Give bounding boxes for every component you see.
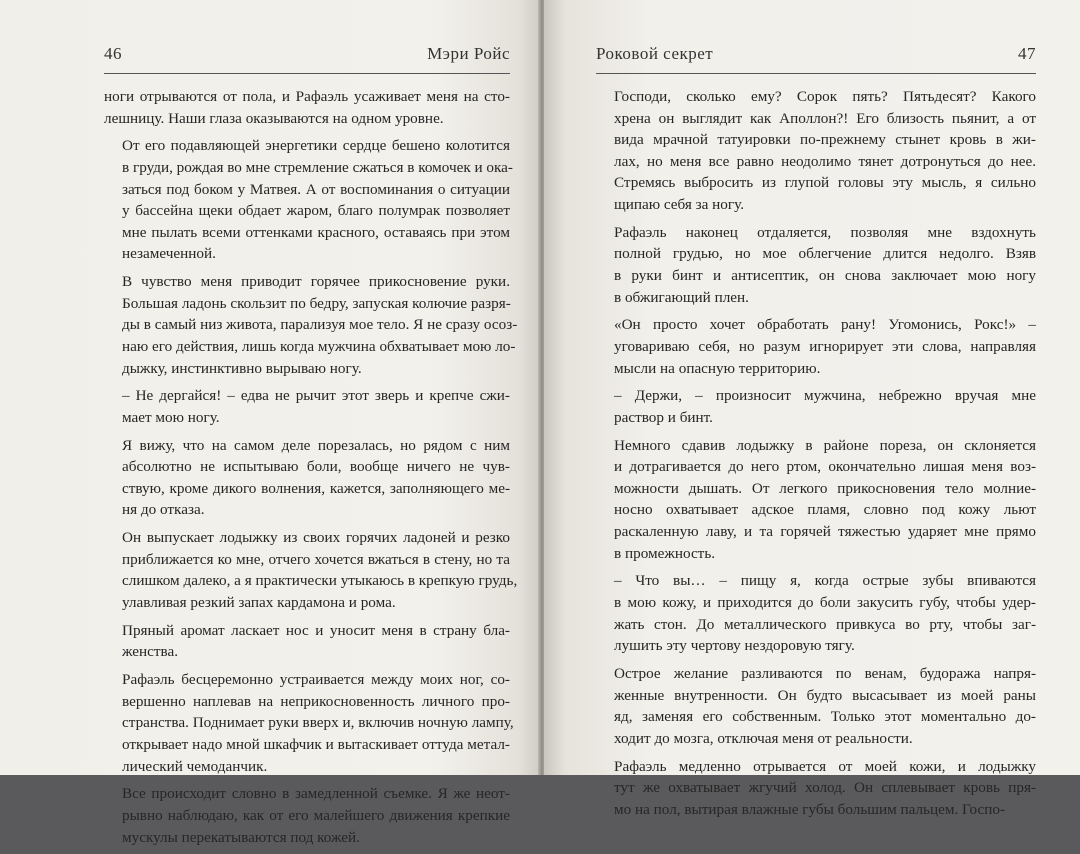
text-line: ствую, кроме дикого волнения, кажется, заполняющего ме- — [122, 479, 510, 497]
text-line: – Что вы… – пищу я, когда острые зубы впиваются — [614, 572, 1036, 590]
text-line: Немного сдавив лодыжку в районе пореза, он склоняется — [614, 436, 1036, 454]
paragraph — [596, 570, 1036, 656]
text-line: полной грудью, но мое облегчение длится недолго. Взяв — [614, 245, 1036, 263]
text-line: у бассейна щеки обдает жаром, благо полумрак позволяет — [122, 202, 510, 220]
text-line: слишком далеко, а я практически утыкаюсь в крепкую грудь, — [122, 572, 518, 590]
paragraph — [104, 669, 514, 777]
text-line: – Держи, – произносит мужчина, небрежно вручая мне — [614, 387, 1036, 405]
text-line: лушить эту чертову нездоровую тягу. — [614, 637, 855, 655]
left-page — [0, 0, 540, 846]
text-line: Рафаэль бесцеремонно устраивается между моих ног, со- — [122, 671, 510, 689]
text-line: дыжку, инстинктивно вырываю ногу. — [122, 359, 362, 377]
paragraph — [104, 435, 510, 521]
running-header-author: Мэри Ройс — [427, 44, 510, 63]
text-line: раствор и бинт. — [614, 408, 713, 426]
running-header-title: Роковой секрет — [596, 44, 714, 63]
left-page-text — [104, 86, 518, 854]
text-line: вершенно наплевав на неприкосновенность личного про- — [122, 692, 510, 710]
text-line: в обжигающий плен. — [614, 288, 749, 306]
text-line: Острое желание разливаются по венам, будоража напря- — [614, 664, 1036, 682]
text-line: мне пылать всеми оттенками красного, оставаясь при этом — [122, 223, 510, 241]
text-line: странства. Поднимает руки вверх и, включив ночную лампу, — [122, 714, 514, 732]
text-line: Я вижу, что на самом деле порезалась, но рядом с ним — [122, 436, 510, 454]
text-line: лешницу. Наши глаза оказываются на одном уровне. — [104, 109, 444, 127]
text-line: женные внутренности. Он будто высасывает из моей раны — [614, 686, 1036, 704]
text-line: От его подавляющей энергетики сердце бешено колотится — [122, 137, 510, 155]
text-line: Пряный аромат ласкает нос и уносит меня в страну бла- — [122, 621, 510, 639]
paragraph — [104, 86, 510, 129]
text-line: Стремясь выбросить из глупой головы эту мысль, я сильно — [614, 174, 1036, 192]
text-line: открывает надо мной шкафчик и вытаскивает оттуда метал- — [122, 735, 510, 753]
page-number-left: 46 — [104, 44, 122, 63]
text-line: щипаю себя за ногу. — [614, 195, 744, 213]
text-line: абсолютно не испытываю боли, вообще ничего не чув- — [122, 458, 510, 476]
paragraph — [104, 620, 510, 663]
text-line: ды в самый низ живота, парализуя мое тело. Я не сразу осоз- — [122, 316, 518, 334]
text-line: в руки бинт и антисептик, он снова заключает мою ногу — [614, 266, 1036, 284]
paragraph — [104, 135, 513, 265]
text-line: мысли на опасную территорию. — [614, 359, 821, 377]
text-line: и дотрагивается до него ртом, окончательно лишая меня воз- — [614, 458, 1036, 476]
paragraph — [596, 435, 1036, 565]
text-line: мо на пол, вытирая влажные губы большим пальцем. Госпо- — [614, 800, 1005, 818]
text-line: носно охватывает адское пламя, словно под кожу льют — [614, 501, 1036, 519]
paragraph — [104, 783, 510, 848]
text-line: Господи, сколько ему? Сорок пять? Пятьдесят? Какого — [614, 88, 1036, 105]
text-line: улавливая резкий запах кардамона и рома. — [122, 594, 396, 611]
paragraph — [104, 271, 518, 379]
paragraph — [596, 86, 1036, 216]
paragraph — [104, 385, 510, 428]
text-line: ноги отрываются от пола, и Рафаэль усаживает меня на сто- — [104, 88, 510, 105]
right-page-text — [596, 86, 1036, 827]
text-line: женства. — [122, 643, 179, 661]
text-line: Рафаэль медленно отрывается от моей кожи, и лодыжку — [614, 757, 1036, 775]
header-rule-left — [104, 73, 510, 74]
text-line: лический чемоданчик. — [122, 757, 268, 775]
text-line: «Он просто хочет обработать рану! Угомонись, Рокс!» – — [614, 316, 1036, 334]
text-line: мускулы перекатываются под кожей. — [122, 828, 360, 846]
text-line: мает мою ногу. — [122, 408, 220, 426]
paragraph — [596, 385, 1036, 428]
paragraph — [104, 527, 518, 613]
text-line: незамеченной. — [122, 245, 216, 263]
paragraph — [596, 756, 1036, 821]
text-line: раскаленную лаву, и та горячей тяжестью ударяет мне прямо — [614, 523, 1036, 541]
text-line: Все происходит словно в замедленной съемке. Я же неот- — [122, 785, 510, 803]
text-line: лах, но меня все равно неодолимо тянет дотронуться до нее. — [614, 152, 1036, 170]
paragraph — [596, 663, 1036, 749]
text-line: можности дышать. От легкого прикосновения тело молние- — [614, 479, 1036, 497]
text-line: Большая ладонь скользит по бедру, запуская колючие разря- — [122, 294, 511, 312]
text-line: ня до отказа. — [122, 501, 205, 519]
text-line: в мою кожу, и приходится до боли закусить губу, чтобы удер- — [614, 594, 1036, 611]
text-line: яд, заменяя его собственным. Только этот моментально до- — [614, 708, 1036, 726]
paragraph — [596, 222, 1036, 308]
text-line: заться под боком у Матвея. А от воспоминания о ситуации — [122, 180, 510, 198]
text-line: ходит до мозга, отключая меня от реальности. — [614, 729, 913, 747]
text-line: вида мрачной татуировки по-прежнему стынет кровь в жи- — [614, 131, 1036, 149]
text-line: – Не дергайся! – едва не рычит этот зверь и крепче сжи- — [122, 387, 510, 405]
text-line: рывно наблюдаю, как от его малейшего движения крепкие — [122, 806, 510, 824]
text-line: в промежность. — [614, 544, 716, 562]
text-line: В чувство меня приводит горячее прикосновение руки. — [122, 273, 510, 291]
text-line: хрена он выглядит как Аполлон?! Его близость пьянит, а от — [614, 109, 1036, 127]
text-line: Рафаэль наконец отдаляется, позволяя мне вздохнуть — [614, 223, 1036, 241]
text-line: Он выпускает лодыжку из своих горячих ладоней и резко — [122, 529, 510, 547]
text-line: в груди, рождая во мне стремление сжаться в комочек и ока- — [122, 158, 513, 176]
text-line: жать стон. До металлического привкуса во рту, чтобы заг- — [614, 615, 1036, 633]
text-line: уговариваю себя, но разум игнорирует эти слова, направляя — [614, 337, 1036, 355]
paragraph — [596, 314, 1036, 379]
text-line: тут же охватывает жгучий холод. Он сплевывает кровь пря- — [614, 779, 1036, 797]
header-rule-right — [596, 73, 1036, 74]
right-page — [544, 0, 1080, 818]
text-line: наю его действия, лишь когда мужчина обхватывает мою ло- — [122, 337, 516, 355]
page-number-right: 47 — [1018, 44, 1036, 63]
text-line: приближается ко мне, отчего хочется вжаться в стену, но та — [122, 550, 510, 568]
